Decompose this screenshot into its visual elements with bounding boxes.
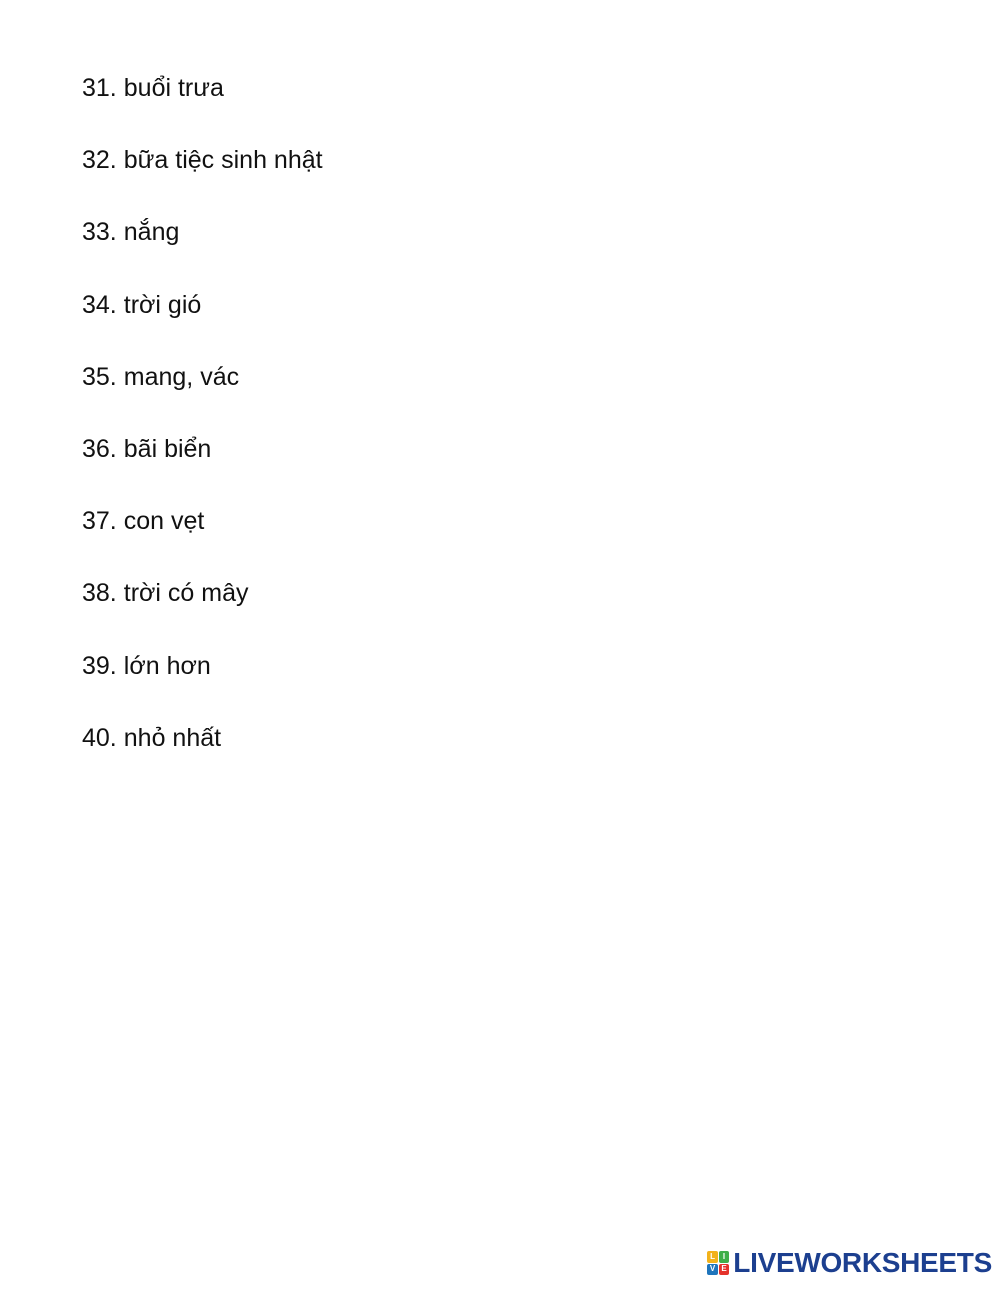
list-item [82,359,323,431]
vocabulary-list [82,70,323,792]
item-text: trời có mây [123,579,249,608]
item-number: 40. [82,723,117,752]
list-item [82,287,323,359]
brand-name: LIVEWORKSHEETS [733,1247,992,1278]
item-text: bữa tiệc sinh nhật [123,146,323,175]
logo-block-l: L [707,1251,718,1263]
item-number: 34. [82,290,117,319]
list-item [82,575,323,647]
item-text: trời gió [123,290,202,319]
item-number: 32. [82,146,117,175]
item-text: buổi trưa [123,74,224,102]
item-number: 35. [82,362,117,391]
item-number: 39. [82,651,117,680]
liveworksheets-logo-icon [707,1251,729,1275]
list-item [82,214,323,286]
item-number: 31. [82,74,117,102]
list-item [82,503,323,575]
item-text: con vẹt [123,507,205,536]
item-text: nhỏ nhất [123,723,222,752]
logo-block-v: V [707,1264,718,1276]
item-text: mang, vác [123,362,240,391]
list-item [82,142,323,214]
item-number: 36. [82,434,117,463]
logo-block-i: I [719,1251,730,1263]
logo-block-e: E [719,1264,730,1276]
item-number: 37. [82,507,117,536]
list-item [82,720,323,792]
item-text: bãi biển [123,434,212,463]
item-number: 33. [82,218,117,247]
item-text: nắng [123,218,180,247]
item-text: lớn hơn [123,651,211,680]
liveworksheets-logo[interactable] [707,1249,992,1277]
item-number: 38. [82,579,117,608]
list-item [82,648,323,720]
list-item [82,431,323,503]
list-item [82,70,323,142]
